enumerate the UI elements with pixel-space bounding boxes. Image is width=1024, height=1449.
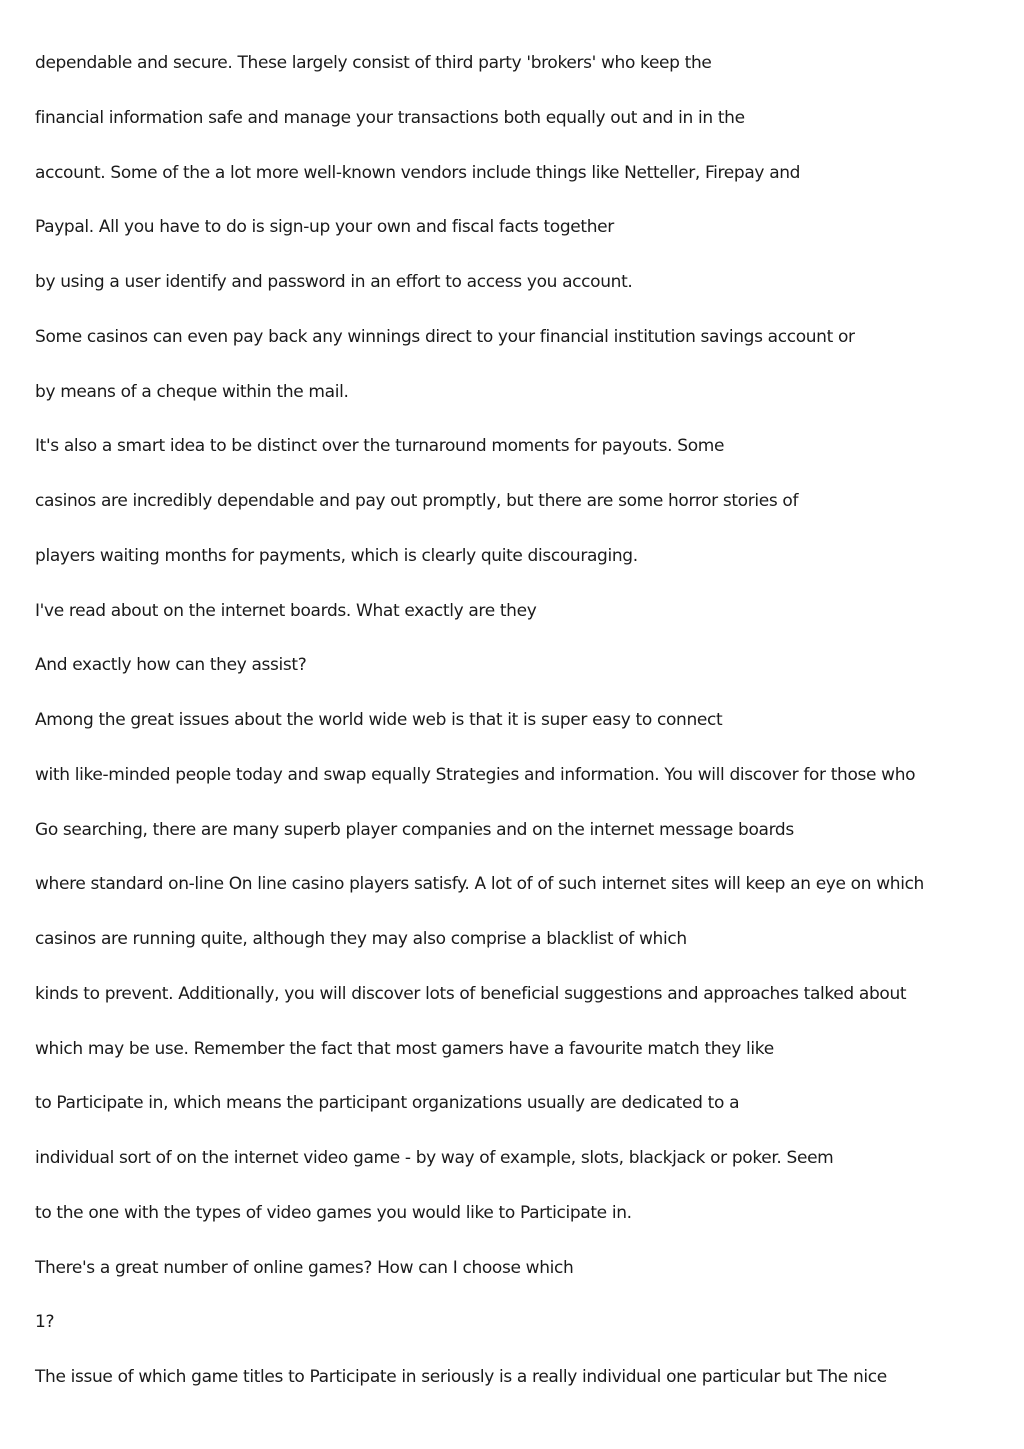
text-line: financial information safe and manage your transactions both equally out and in in the bbox=[35, 107, 745, 128]
text-line: with like-minded people today and swap equally Strategies and information. You will discover for those who bbox=[35, 764, 916, 785]
text-line: Paypal. All you have to do is sign-up your own and fiscal facts together bbox=[35, 217, 614, 238]
text-line: casinos are incredibly dependable and pay out promptly, but there are some horror stories of bbox=[35, 491, 799, 511]
text-line: by using a user identify and password in an effort to access you account. bbox=[35, 272, 633, 292]
text-line: dependable and secure. These largely consist of third party 'brokers' who keep the bbox=[35, 53, 712, 73]
text-line: players waiting months for payments, which is clearly quite discouraging. bbox=[35, 545, 638, 566]
text-line: which may be use. Remember the fact that most gamers have a favourite match they like bbox=[35, 1038, 774, 1059]
text-line: Some casinos can even pay back any winnings direct to your financial institution savings account or bbox=[35, 326, 855, 347]
text-line: kinds to prevent. Additionally, you will discover lots of beneficial suggestions and approaches talked about bbox=[35, 983, 907, 1004]
text-line: And exactly how can they assist? bbox=[35, 655, 307, 676]
text-line: Among the great issues about the world wide web is that it is super easy to connect bbox=[35, 710, 723, 730]
text-line: There's a great number of online games? How can I choose which bbox=[35, 1257, 574, 1278]
text-line: casinos are running quite, although they may also comprise a blacklist of which bbox=[35, 929, 687, 949]
text-line: by means of a cheque within the mail. bbox=[35, 381, 349, 402]
text-line: 1? bbox=[35, 1312, 55, 1333]
text-line: where standard on-line On line casino players satisfy. A lot of of such internet sites will keep an eye on which bbox=[35, 874, 924, 895]
text-line: to the one with the types of video games you would like to Participate in. bbox=[35, 1202, 632, 1223]
text-line: account. Some of the a lot more well-known vendors include things like Netteller, Firepay and bbox=[35, 162, 801, 183]
text-line: to Participate in, which means the participant organizations usually are dedicated to a bbox=[35, 1093, 740, 1114]
text-line: The issue of which game titles to Participate in seriously is a really individual one particular but The nice bbox=[35, 1367, 887, 1387]
text-line: Go searching, there are many superb player companies and on the internet message boards bbox=[35, 819, 794, 840]
text-line: I've read about on the internet boards. What exactly are they bbox=[35, 600, 537, 621]
text-line: It's also a smart idea to be distinct over the turnaround moments for payouts. Some bbox=[35, 436, 725, 457]
text-line: individual sort of on the internet video game - by way of example, slots, blackjack or poker. Seem bbox=[35, 1148, 834, 1168]
document-body bbox=[35, 49, 995, 1418]
